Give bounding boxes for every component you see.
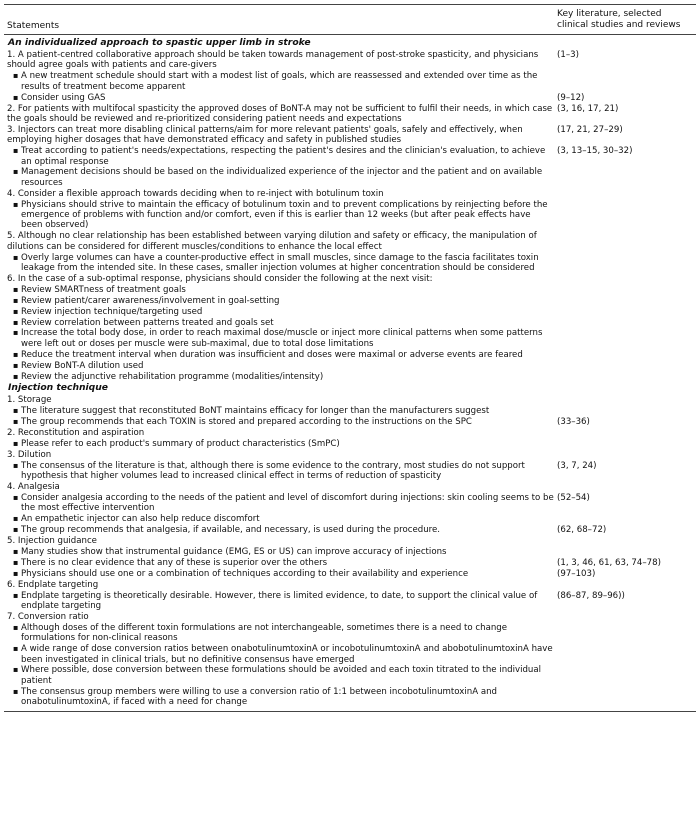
sub-statement-line: Treat according to patient's needs/expectations, respecting the patient's desires and the clinician's evaluation, to achieve bbox=[21, 146, 546, 157]
statement-line: 5. Injection guidance bbox=[7, 536, 97, 547]
statement-line: 1. Storage bbox=[7, 395, 52, 406]
sub-statement-line: Review patient/carer awareness/involvement in goal-setting bbox=[21, 295, 280, 306]
bullet-icon: ▪ bbox=[13, 284, 19, 294]
bullet-icon: ▪ bbox=[13, 146, 19, 156]
caption-fragment bbox=[300, 0, 400, 2]
literature-citation: (62, 68–72) bbox=[557, 525, 607, 536]
literature-citation: (17, 21, 27–29) bbox=[557, 124, 623, 135]
bullet-icon: ▪ bbox=[13, 525, 19, 535]
sub-statement-line: Endplate targeting is theoretically desirable. However, there is limited evidence, to date, to support the clinical value of bbox=[21, 590, 538, 601]
sub-statement-line: results of treatment become apparent bbox=[21, 81, 186, 92]
statement-line: 2. For patients with multifocal spasticity the approved doses of BoNT-A may not be sufficient to fulfil their needs, in which case bbox=[7, 103, 553, 114]
sub-statement-line: Consider analgesia according to the needs of the patient and level of discomfort during injections: skin cooling seems to be bbox=[21, 493, 554, 503]
literature-citation: (52–54) bbox=[557, 493, 590, 503]
literature-citation: (33–36) bbox=[557, 417, 590, 428]
sub-statement-line: resources bbox=[21, 177, 63, 188]
bullet-icon: ▪ bbox=[13, 568, 19, 578]
bullet-icon: ▪ bbox=[13, 665, 19, 675]
statement-line: dilutions can be considered for different muscles/conditions to enhance the local effect bbox=[7, 241, 382, 252]
bullet-icon: ▪ bbox=[13, 295, 19, 305]
sub-statement-line: Please refer to each product's summary of product characteristics (SmPC) bbox=[21, 439, 340, 449]
sub-statement-line: Physicians should strive to maintain the efficacy of botulinum toxin and to prevent complications by reinjecting before the bbox=[21, 199, 548, 210]
bullet-icon: ▪ bbox=[13, 360, 19, 370]
bullet-icon: ▪ bbox=[13, 349, 19, 359]
bullet-icon: ▪ bbox=[13, 439, 19, 448]
bullet-icon: ▪ bbox=[13, 317, 19, 327]
bullet-icon: ▪ bbox=[13, 167, 19, 177]
sub-statement-line: formulations for non-clinical reasons bbox=[21, 633, 178, 644]
statement-line: should agree goals with patients and care-givers bbox=[7, 60, 217, 71]
sub-statement-line: Physicians should use one or a combination of techniques according to their availability and experience bbox=[21, 568, 469, 579]
statement-line: 3. Dilution bbox=[7, 449, 52, 460]
literature-citation: (3, 13–15, 30–32) bbox=[557, 146, 633, 157]
sub-statement-line: been observed) bbox=[21, 220, 89, 231]
sub-statement-line: Review injection technique/targeting used bbox=[21, 306, 203, 317]
sub-statement-line: Reduce the treatment interval when duration was insufficient and doses were maximal or adverse events are feared bbox=[21, 349, 523, 360]
sub-statement-line: Many studies show that instrumental guidance (EMG, ES or US) can improve accuracy of injections bbox=[21, 547, 447, 557]
bullet-icon: ▪ bbox=[13, 460, 19, 470]
sub-statement-line: endplate targeting bbox=[21, 601, 102, 611]
literature-citation: (9–12) bbox=[557, 92, 585, 103]
header-bottom-rule bbox=[4, 34, 696, 35]
literature-citation: (1, 3, 46, 61, 63, 74–78) bbox=[557, 557, 661, 568]
sub-statement-line: A wide range of dose conversion ratios between onabotulinumtoxinA or incobotulinumtoxinA and abobotulinumtoxinA have bbox=[21, 644, 553, 655]
table-bottom-rule bbox=[4, 711, 696, 712]
sub-statement-line: patient bbox=[21, 675, 52, 686]
statement-line: 4. Consider a flexible approach towards deciding when to re-inject with botulinum toxin bbox=[7, 188, 384, 199]
statement-line: 1. A patient-centred collaborative approach should be taken towards management of post-stroke spasticity, and physicians bbox=[7, 50, 539, 60]
bullet-icon: ▪ bbox=[13, 590, 19, 600]
literature-citation: (3, 7, 24) bbox=[557, 460, 597, 471]
sub-statement-line: hypothesis that higher volumes lead to increased clinical effect in terms of reduction of spasticity bbox=[21, 471, 442, 482]
sub-statement-line: the most effective intervention bbox=[21, 503, 155, 514]
bullet-icon: ▪ bbox=[13, 547, 19, 556]
literature-citation: (97–103) bbox=[557, 568, 596, 579]
sub-statement-line: Management decisions should be based on the individualized experience of the injector and the patient and on available bbox=[21, 167, 543, 178]
sub-statement-line: Overly large volumes can have a counter-productive effect in small muscles, since damage to the fascia facilitates toxin bbox=[21, 252, 539, 263]
bullet-icon: ▪ bbox=[13, 514, 19, 524]
statement-line: 7. Conversion ratio bbox=[7, 611, 89, 622]
bullet-icon: ▪ bbox=[13, 417, 19, 427]
statement-line: 5. Although no clear relationship has been established between varying dilution and safety or efficacy, the manipulation of bbox=[7, 231, 537, 242]
sub-statement-line: leakage from the intended site. In these cases, smaller injection volumes at higher concentration should be considered bbox=[21, 263, 535, 273]
header-top-rule bbox=[4, 4, 696, 5]
sub-statement-line: Review the adjunctive rehabilitation programme (modalities/intensity) bbox=[21, 371, 324, 382]
section-heading: Injection technique bbox=[8, 382, 109, 394]
literature-citation: (3, 16, 17, 21) bbox=[557, 103, 619, 114]
sub-statement-line: Where possible, dose conversion between these formulations should be avoided and each toxin titrated to the individual bbox=[21, 665, 542, 676]
header-statements: Statements bbox=[7, 21, 60, 31]
bullet-icon: ▪ bbox=[13, 406, 19, 416]
header-literature-line-2: clinical studies and reviews bbox=[557, 20, 681, 30]
sub-statement-line: been investigated in clinical trials, but no definitive consensus have emerged bbox=[21, 654, 355, 665]
sub-statement-line: emergence of problems with function and/or comfort, even if this is earlier than 12 weeks (but after peak effects have bbox=[21, 210, 531, 220]
bullet-icon: ▪ bbox=[13, 493, 19, 502]
statement-line: 4. Analgesia bbox=[7, 482, 60, 493]
sub-statement-line: The group recommends that analgesia, if available, and necessary, is used during the procedure. bbox=[21, 525, 441, 536]
sub-statement-line: were left out or doses per muscle were sub-maximal, due to total dose limitations bbox=[21, 338, 374, 349]
sub-statement-line: There is no clear evidence that any of these is superior over the others bbox=[21, 557, 328, 568]
sub-statement-line: The literature suggest that reconstituted BoNT maintains efficacy for longer than the manufacturers suggest bbox=[21, 406, 490, 417]
bullet-icon: ▪ bbox=[13, 328, 19, 338]
bullet-icon: ▪ bbox=[13, 622, 19, 632]
statement-line: the goals should be reviewed and re-prioritized considering patient needs and expectations bbox=[7, 113, 402, 124]
bullet-icon: ▪ bbox=[13, 686, 19, 696]
sub-statement-line: Review SMARTness of treatment goals bbox=[21, 284, 186, 295]
bullet-icon: ▪ bbox=[13, 199, 19, 209]
statement-line: 6. In the case of a sub-optimal response, physicians should consider the following at the next visit: bbox=[7, 273, 433, 284]
header-literature-line-1: Key literature, selected bbox=[557, 9, 662, 19]
sub-statement-line: The consensus group members were willing to use a conversion ratio of 1:1 between incobotulinumtoxinA and bbox=[21, 686, 497, 697]
statement-line: 2. Reconstitution and aspiration bbox=[7, 428, 145, 439]
statement-line: employing higher dosages that have demonstrated efficacy and safety in published studies bbox=[7, 135, 402, 146]
sub-statement-line: Review BoNT-A dilution used bbox=[21, 360, 144, 371]
section-heading: An individualized approach to spastic upper limb in stroke bbox=[8, 37, 311, 48]
bullet-icon: ▪ bbox=[13, 306, 19, 316]
sub-statement-line: An empathetic injector can also help reduce discomfort bbox=[21, 514, 260, 525]
bullet-icon: ▪ bbox=[13, 252, 19, 262]
sub-statement-line: Although doses of the different toxin formulations are not interchangeable, sometimes there is a need to change bbox=[21, 622, 508, 633]
sub-statement-line: Consider using GAS bbox=[21, 92, 106, 103]
sub-statement-line: A new treatment schedule should start with a modest list of goals, which are reassessed and extended over time as the bbox=[21, 71, 538, 82]
literature-citation: (86–87, 89–96)) bbox=[557, 590, 625, 601]
sub-statement-line: The consensus of the literature is that, although there is some evidence to the contrary, most studies do not support bbox=[21, 460, 525, 471]
literature-citation: (1–3) bbox=[557, 50, 579, 60]
statement-line: 3. Injectors can treat more disabling clinical patterns/aim for more relevant patients' goals, safely and effectively, when bbox=[7, 124, 523, 135]
sub-statement-line: The group recommends that each TOXIN is stored and prepared according to the instructions on the SPC bbox=[21, 417, 472, 428]
bullet-icon: ▪ bbox=[13, 92, 19, 102]
bullet-icon: ▪ bbox=[13, 371, 19, 381]
sub-statement-line: an optimal response bbox=[21, 156, 109, 167]
sub-statement-line: onabotulinumtoxinA, if faced with a need for change bbox=[21, 697, 248, 708]
bullet-icon: ▪ bbox=[13, 71, 19, 81]
bullet-icon: ▪ bbox=[13, 644, 19, 654]
sub-statement-line: Review correlation between patterns treated and goals set bbox=[21, 317, 274, 328]
statement-line: 6. Endplate targeting bbox=[7, 579, 99, 590]
sub-statement-line: Increase the total body dose, in order to reach maximal dose/muscle or inject more clinical patterns when some patterns bbox=[21, 328, 543, 339]
bullet-icon: ▪ bbox=[13, 557, 19, 567]
